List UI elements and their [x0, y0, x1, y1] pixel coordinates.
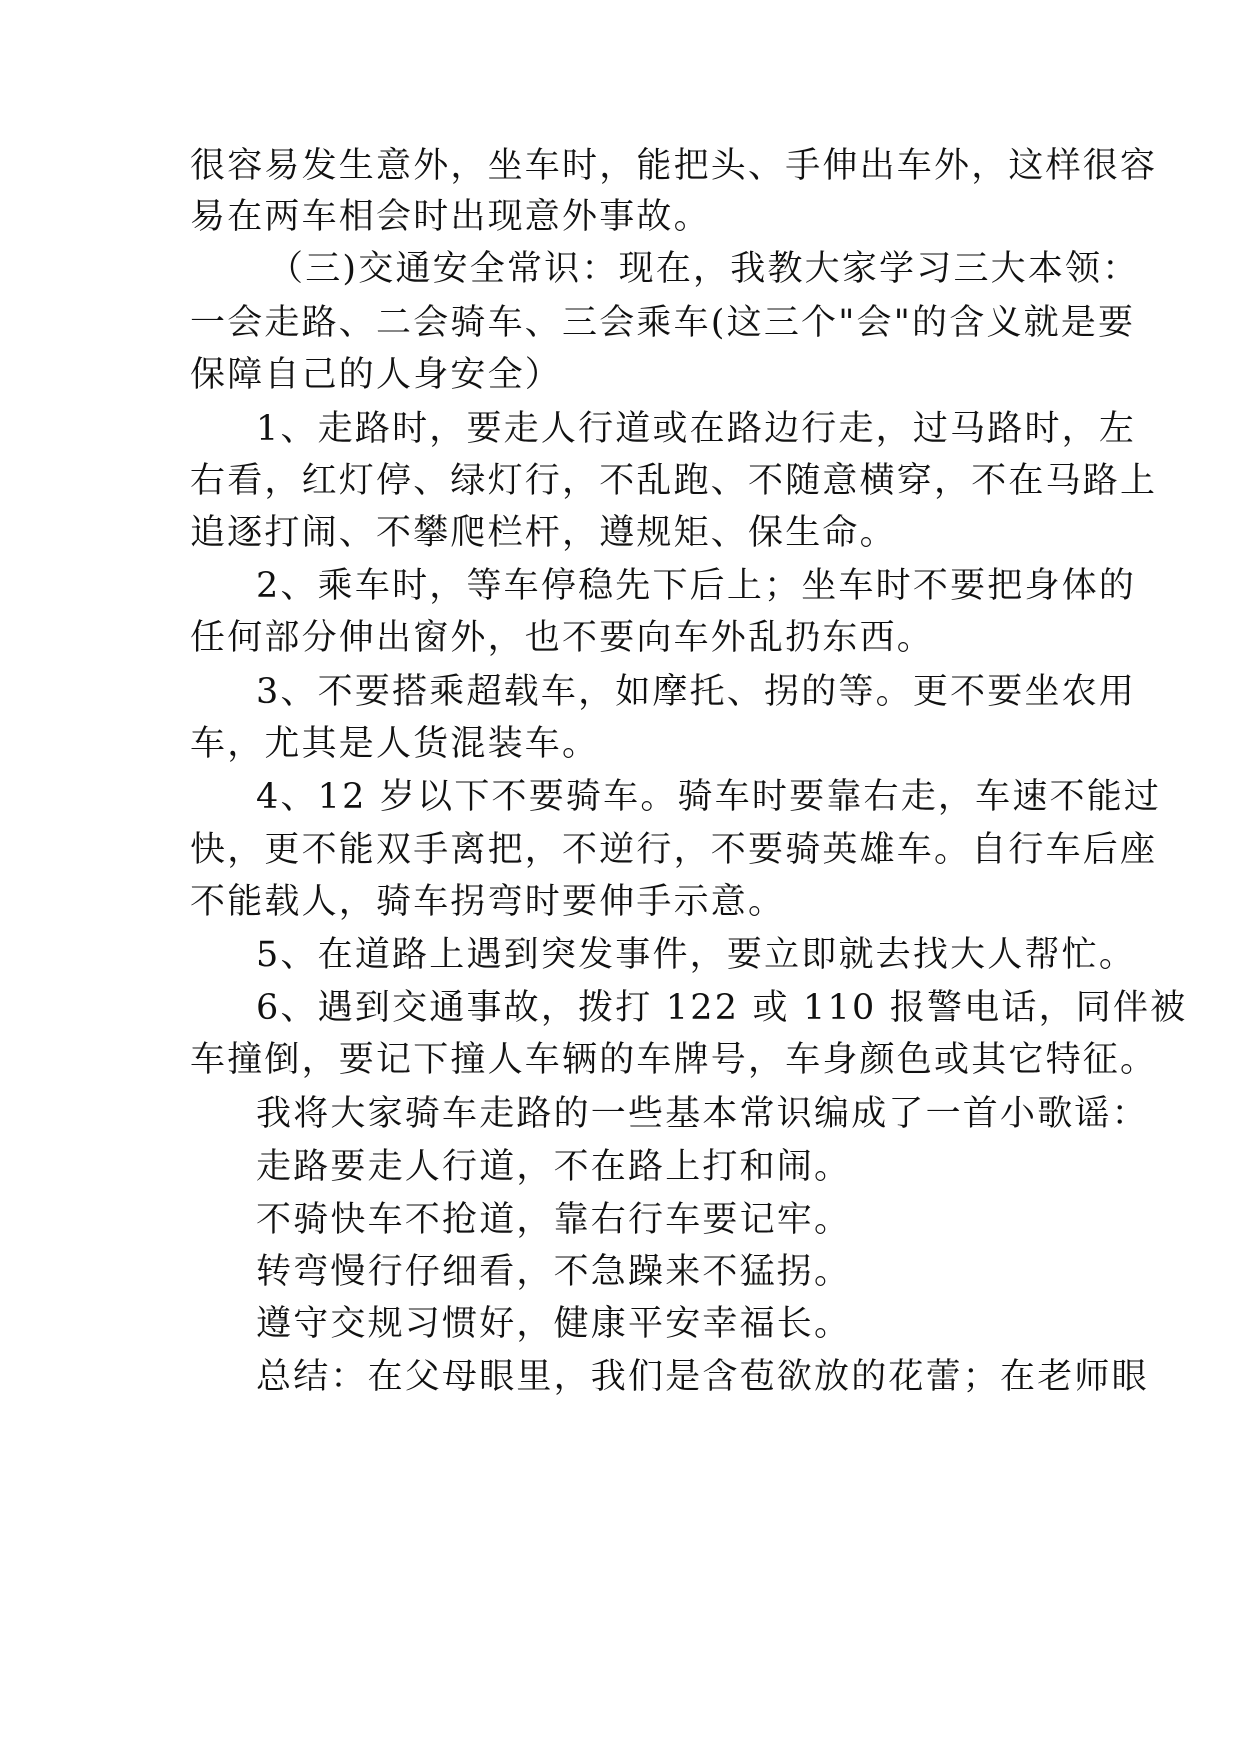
text-line: 易在两车相会时出现意外事故。	[190, 197, 711, 237]
rhyme-line: 不骑快车不抢道，靠右行车要记牢。	[256, 1200, 852, 1240]
list-item-3: 3、不要搭乘超载车，如摩托、拐的等。更不要坐农用	[256, 672, 1137, 712]
list-item-2: 2、乘车时，等车停稳先下后上；坐车时不要把身体的	[256, 566, 1137, 606]
rhyme-line: 走路要走人行道，不在路上打和闹。	[256, 1147, 852, 1187]
text-line: 车，尤其是人货混装车。	[190, 724, 600, 764]
text-line: 不能载人，骑车拐弯时要伸手示意。	[190, 882, 786, 922]
text-line: 车撞倒，要记下撞人车辆的车牌号，车身颜色或其它特征。	[190, 1040, 1158, 1080]
text-line: 一会走路、二会骑车、三会乘车(这三个"会"的含义就是要	[190, 303, 1136, 343]
rhyme-line: 转弯慢行仔细看，不急躁来不猛拐。	[256, 1252, 852, 1292]
text-line: 追逐打闹、不攀爬栏杆，遵规矩、保生命。	[190, 513, 897, 553]
list-item-5: 5、在道路上遇到突发事件，要立即就去找大人帮忙。	[256, 935, 1137, 975]
summary-line: 总结：在父母眼里，我们是含苞欲放的花蕾；在老师眼	[256, 1357, 1149, 1397]
text-line: 右看，红灯停、绿灯行，不乱跑、不随意横穿，不在马路上	[190, 461, 1158, 501]
list-item-6: 6、遇到交通事故，拨打 122 或 110 报警电话，同伴被	[256, 988, 1188, 1028]
section-heading: （三)交通安全常识：现在，我教大家学习三大本领：	[268, 249, 1140, 289]
text-line: 任何部分伸出窗外，也不要向车外乱扔东西。	[190, 618, 935, 658]
list-item-4: 4、12 岁以下不要骑车。骑车时要靠右走，车速不能过	[256, 777, 1162, 817]
list-item-1: 1、走路时，要走人行道或在路边行走，过马路时，左	[256, 409, 1137, 449]
text-line: 我将大家骑车走路的一些基本常识编成了一首小歌谣：	[256, 1094, 1149, 1134]
text-line: 很容易发生意外，坐车时，能把头、手伸出车外，这样很容	[190, 146, 1158, 186]
text-line: 快，更不能双手离把，不逆行，不要骑英雄车。自行车后座	[190, 830, 1158, 870]
text-line: 保障自己的人身安全）	[190, 355, 563, 395]
rhyme-line: 遵守交规习惯好，健康平安幸福长。	[256, 1304, 852, 1344]
